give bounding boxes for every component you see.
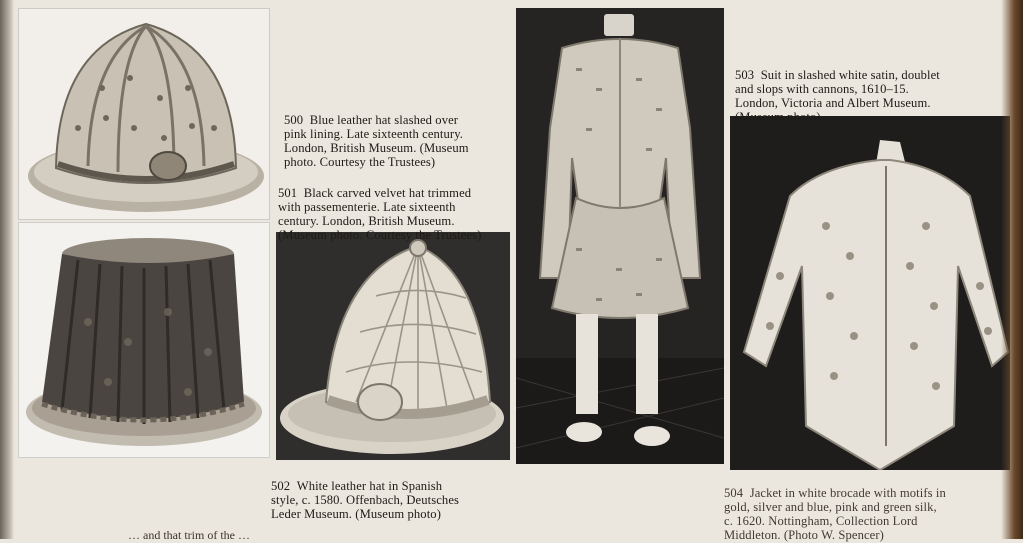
suit-503-illustration	[516, 8, 724, 464]
page-edge-shadow	[1001, 0, 1023, 539]
plate-number-503: 503	[735, 68, 755, 82]
hat-500-illustration	[18, 8, 270, 220]
hat-501-illustration	[18, 222, 270, 458]
caption-500	[284, 99, 524, 169]
caption-501-text: Black carved velvet hat trimmed with passementerie. Late sixteenth century. London, British Museum. (Museum photo. Courtesy the Trustees)	[278, 186, 482, 242]
photo-504-brocade-jacket	[730, 116, 1010, 470]
jacket-504-illustration	[730, 116, 1010, 470]
caption-503-text: Suit in slashed white satin, doublet and slops with cannons, 1610–15. London, Victoria and Albert Museum. (Museum photo)	[735, 68, 940, 124]
plate-number-504: 504	[724, 486, 744, 500]
photo-501-black-velvet-hat	[18, 222, 270, 458]
caption-501	[278, 172, 526, 242]
book-spine-shadow	[0, 0, 14, 539]
caption-502-text: White leather hat in Spanish style, c. 1580. Offenbach, Deutsches Leder Museum. (Museum photo)	[271, 479, 460, 521]
photo-503-white-satin-suit	[516, 8, 724, 464]
caption-504-text: Jacket in white brocade with motifs in gold, silver and blue, pink and green silk, c. 1620. Nottingham, Collection Lord Middleton. (Photo W. Spencer)	[724, 486, 946, 542]
caption-503	[735, 54, 1005, 124]
hat-502-illustration	[276, 232, 510, 460]
caption-500-text: Blue leather hat slashed over pink lining. Late sixteenth century. London, British Museum. (Museum photo. Courtesy the Trustees)	[284, 113, 469, 169]
plate-number-502: 502	[271, 479, 291, 493]
plate-number-501: 501	[278, 186, 298, 200]
photo-502-white-leather-hat	[276, 232, 510, 460]
caption-504	[724, 472, 994, 542]
plate-number-500: 500	[284, 113, 304, 127]
caption-502	[271, 465, 511, 521]
body-text-fragment: … and that trim of the …	[128, 528, 250, 542]
photo-500-blue-leather-hat	[18, 8, 270, 220]
